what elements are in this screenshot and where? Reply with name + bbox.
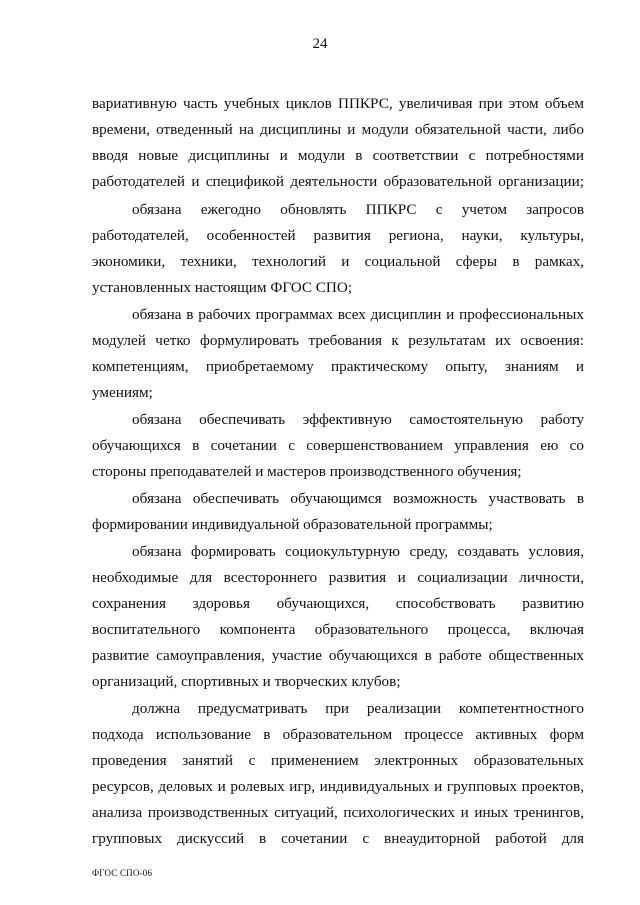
- text-line: подхода использование в образовательном процессе активных форм: [92, 726, 584, 743]
- text-line: обязана обеспечивать обучающимся возможность участвовать в: [132, 490, 584, 507]
- text-line: групповых дискуссий в сочетании с внеаудиторной работой для: [92, 830, 584, 847]
- text-line: должна предусматривать при реализации компетентностного: [132, 700, 584, 717]
- text-line: модулей четко формулировать требования к результатам их освоения:: [92, 332, 584, 349]
- text-line: обязана ежегодно обновлять ППКРС с учетом запросов: [132, 201, 584, 218]
- document-code-footer: ФГОС СПО-06: [92, 868, 153, 878]
- text-line: стороны преподавателей и мастеров производственного обучения;: [92, 463, 522, 480]
- text-line: ресурсов, деловых и ролевых игр, индивидуальных и групповых проектов,: [92, 778, 584, 795]
- text-line: обучающихся в сочетании с совершенствованием управления ею со: [92, 437, 584, 454]
- text-line: обязана обеспечивать эффективную самостоятельную работу: [132, 411, 584, 428]
- text-line: развитие самоуправления, участие обучающихся в работе общественных: [92, 647, 584, 664]
- text-line: обязана формировать социокультурную среду, создавать условия,: [132, 543, 584, 560]
- text-line: вариативную часть учебных циклов ППКРС, увеличивая при этом объем: [92, 95, 584, 112]
- text-line: работодателей, особенностей развития региона, науки, культуры,: [92, 227, 584, 244]
- text-line: компетенциям, приобретаемому практическому опыту, знаниям и: [92, 358, 584, 375]
- text-line: экономики, техники, технологий и социальной сферы в рамках,: [92, 253, 584, 270]
- text-line: необходимые для всестороннего развития и социализации личности,: [92, 569, 584, 586]
- page-number: 24: [312, 36, 328, 52]
- text-line: установленных настоящим ФГОС СПО;: [92, 279, 353, 296]
- text-line: умениям;: [92, 384, 153, 401]
- text-line: работодателей и спецификой деятельности образовательной организации;: [92, 173, 584, 190]
- text-line: времени, отведенный на дисциплины и модули обязательной части, либо: [92, 121, 584, 138]
- text-line: проведения занятий с применением электронных образовательных: [92, 752, 584, 769]
- text-line: формировании индивидуальной образовательной программы;: [92, 516, 493, 533]
- text-line: вводя новые дисциплины и модули в соответствии с потребностями: [92, 147, 584, 164]
- text-line: воспитательного компонента образовательного процесса, включая: [92, 621, 584, 638]
- text-line: анализа производственных ситуаций, психологических и иных тренингов,: [92, 804, 584, 821]
- text-line: организаций, спортивных и творческих клубов;: [92, 673, 401, 690]
- text-line: обязана в рабочих программах всех дисциплин и профессиональных: [132, 306, 584, 323]
- text-line: сохранения здоровья обучающихся, способствовать развитию: [92, 595, 584, 612]
